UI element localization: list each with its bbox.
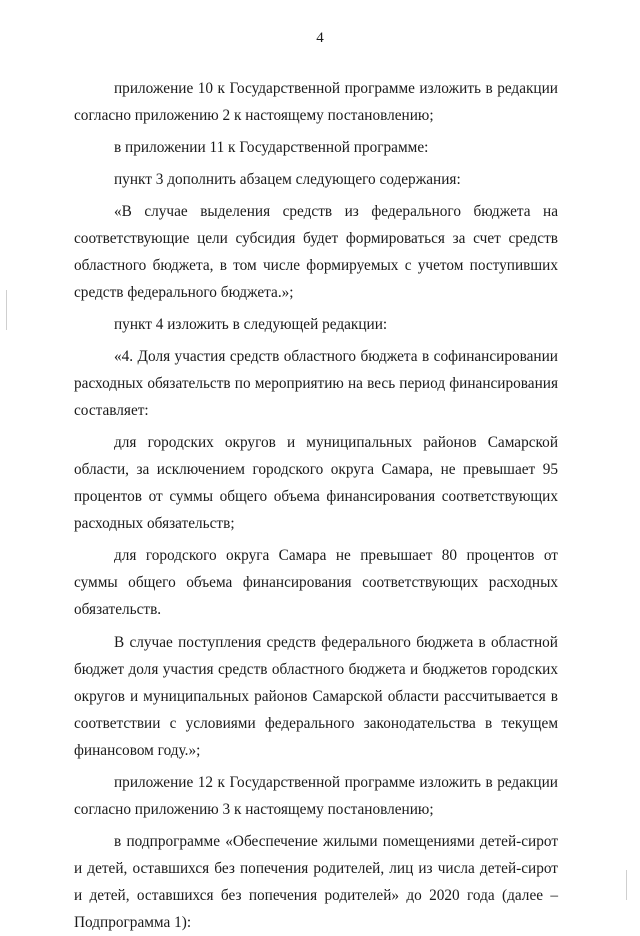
paragraph-samara-share: для городского округа Самара не превышает 80 процентов от суммы общего объема финансирования соответствующих расходных обязательств. <box>74 547 558 618</box>
paragraph-municipal-share: для городских округов и муниципальных районов Самарской области, за исключением городского округа Самара, не превышает 95 процентов от суммы общего объема финансирования соответствующих расходных обязательств; <box>74 434 558 532</box>
paragraph-item-4-intro: пункт 4 изложить в следующей редакции: <box>114 316 388 333</box>
paragraph-appendix-10: приложение 10 к Государственной программе изложить в редакции согласно приложению 2 к настоящему постановлению; <box>74 80 558 124</box>
paragraph-item-3-intro: пункт 3 дополнить абзацем следующего содержания: <box>114 171 461 188</box>
paragraph-subprogram-1: в подпрограмме «Обеспечение жилыми помещениями детей-сирот и детей, оставшихся без попечения родителей, лиц из числа детей-сирот и детей, оставшихся без попечения родителей» до 2020 года (далее – Подпрограмма 1): <box>74 833 558 931</box>
paragraph-item-4-text: «4. Доля участия средств областного бюджета в софинансировании расходных обязательств по мероприятию на весь период финансирования составляет: <box>74 348 558 419</box>
page-number: 4 <box>316 30 324 46</box>
paragraph-appendix-12: приложение 12 к Государственной программе изложить в редакции согласно приложению 3 к настоящему постановлению; <box>74 774 558 818</box>
scan-artifact <box>626 870 627 900</box>
document-body <box>74 75 558 936</box>
scan-artifact <box>6 290 7 330</box>
paragraph-federal-funds: В случае поступления средств федерального бюджета в областной бюджет доля участия средств областного бюджета и бюджетов городских округов и муниципальных районов Самарской области рассчитывается в соответствии с условиями федерального законодательства в текущем финансовом году.»; <box>74 634 558 759</box>
paragraph-appendix-11-intro: в приложении 11 к Государственной программе: <box>114 139 429 156</box>
paragraph-item-3-text: «В случае выделения средств из федерального бюджета на соответствующие цели субсидия будет формироваться за счет средств областного бюджета, в том числе формируемых с учетом поступивших средств федерального бюджета.»; <box>74 203 558 301</box>
